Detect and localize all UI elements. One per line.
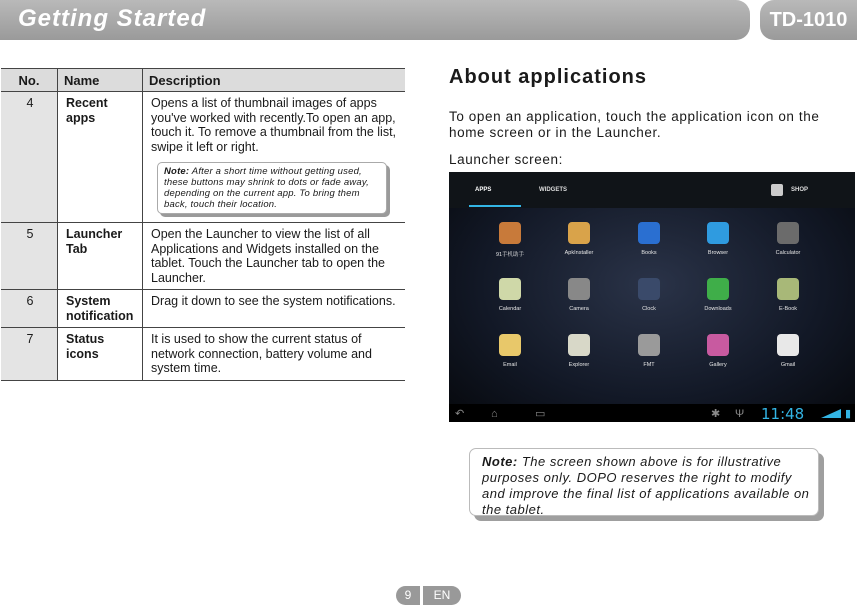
model-badge: TD-1010 <box>760 0 857 40</box>
app-label: Books <box>641 250 657 256</box>
camera-icon <box>568 278 590 300</box>
recent-apps-icon[interactable]: ▭ <box>535 408 546 420</box>
app-label: Gallery <box>709 362 727 368</box>
clock-icon <box>638 278 660 300</box>
about-title: About applications <box>449 66 647 88</box>
system-nav-bar <box>449 404 855 422</box>
row-description: Open the Launcher to view the list of all Applications and Widgets installed on the tablet. Touch the Launcher tab to open the Launcher. <box>143 223 406 290</box>
row-number: 4 <box>1 92 58 223</box>
email-icon <box>499 334 521 356</box>
shop-label[interactable]: SHOP <box>791 187 809 193</box>
table-row <box>1 290 405 328</box>
app-label: E-Book <box>778 306 798 312</box>
note-text: The screen shown above is for illustrative purposes only. DOPO reserves the right to modify and improve the final list of applications available on the tablet. <box>482 454 810 517</box>
row-number: 5 <box>1 223 58 290</box>
calendar-icon <box>499 278 521 300</box>
app-fmt[interactable] <box>619 334 679 368</box>
app-gmail[interactable] <box>758 334 818 368</box>
about-text: To open an application, touch the application icon on the home screen or in the Launcher. <box>449 109 820 140</box>
page-title: Getting Started <box>18 5 207 32</box>
usb-icon: Ψ <box>735 408 745 420</box>
tab-apps-indicator <box>469 205 521 207</box>
app-ebook[interactable] <box>758 278 818 312</box>
downloads-icon <box>707 278 729 300</box>
browser-icon <box>707 222 729 244</box>
disclaimer-note <box>469 448 819 516</box>
page-number: 9 <box>396 586 420 605</box>
header-no: No. <box>1 69 58 92</box>
app-label: 91手机助手 <box>495 252 525 258</box>
app-explorer[interactable] <box>549 334 609 368</box>
ebook-icon <box>777 278 799 300</box>
tab-apps[interactable]: APPS <box>475 187 492 193</box>
launcher-screenshot <box>449 172 855 422</box>
app-label: Camera <box>569 306 589 312</box>
row-description: It is used to show the current status of network connection, battery volume and system time. <box>143 328 406 381</box>
back-icon[interactable]: ↶ <box>455 408 465 420</box>
android-debug-icon: ✱ <box>711 408 721 420</box>
table-header-row <box>1 69 405 92</box>
row-name: System notification <box>58 290 143 328</box>
buttons-table <box>1 68 405 381</box>
explorer-icon <box>568 334 590 356</box>
app-label: Calculator <box>775 250 801 256</box>
row-name: Recent apps <box>58 92 143 223</box>
table-row <box>1 92 405 223</box>
app-label: Email <box>503 362 517 368</box>
apk-installer-icon <box>568 222 590 244</box>
fmt-icon <box>638 334 660 356</box>
inline-note-label: Note: <box>164 166 190 177</box>
app-gallery[interactable] <box>688 334 748 368</box>
row-number: 6 <box>1 290 58 328</box>
battery-icon: ▮ <box>845 408 852 420</box>
home-icon[interactable]: ⌂ <box>491 408 498 420</box>
row-description: Drag it down to see the system notifications. <box>143 290 406 328</box>
header-bar <box>0 0 750 40</box>
row-description <box>143 92 406 223</box>
calculator-icon <box>777 222 799 244</box>
wifi-signal-icon <box>821 409 841 418</box>
app-91-assistant[interactable] <box>480 222 540 258</box>
app-label: Downloads <box>704 306 732 312</box>
language-tag: EN <box>423 586 461 605</box>
app-calculator[interactable] <box>758 222 818 256</box>
row-description-text: Opens a list of thumbnail images of apps you've worked with recently.To open an app, touch it. To remove a thumbnail from the list, swipe it left or right. <box>151 96 397 154</box>
inline-note-text: After a short time without getting used, these buttons may shrink to dots or fade away, depending on the current app. To bring them back, touch their location. <box>164 166 369 210</box>
tab-widgets[interactable]: WIDGETS <box>539 187 567 193</box>
header-name: Name <box>58 69 143 92</box>
app-books[interactable] <box>619 222 679 256</box>
inline-note <box>157 162 387 214</box>
row-name: Status icons <box>58 328 143 381</box>
app-clock[interactable] <box>619 278 679 312</box>
app-apk-installer[interactable] <box>549 222 609 256</box>
row-name: Launcher Tab <box>58 223 143 290</box>
app-label: Gmail <box>780 362 796 368</box>
row-number: 7 <box>1 328 58 381</box>
app-label: Calendar <box>498 306 522 312</box>
status-clock: 11:48 <box>761 405 805 422</box>
table-row <box>1 223 405 290</box>
app-calendar[interactable] <box>480 278 540 312</box>
books-icon <box>638 222 660 244</box>
app-email[interactable] <box>480 334 540 368</box>
app-downloads[interactable] <box>688 278 748 312</box>
app-browser[interactable] <box>688 222 748 256</box>
launcher-tab-bar <box>449 172 855 208</box>
app-label: Browser <box>707 250 729 256</box>
gallery-icon <box>707 334 729 356</box>
shop-icon[interactable] <box>771 184 783 196</box>
table-row <box>1 328 405 381</box>
app-label: Clock <box>642 306 656 312</box>
note-label: Note: <box>482 454 518 469</box>
header-description: Description <box>143 69 406 92</box>
launcher-label: Launcher screen: <box>449 152 563 167</box>
app-camera[interactable] <box>549 278 609 312</box>
gmail-icon <box>777 334 799 356</box>
app-label: ApkInstaller <box>564 250 594 256</box>
91-assistant-icon <box>499 222 521 244</box>
app-label: FMT <box>643 362 655 368</box>
app-label: Explorer <box>568 362 590 368</box>
